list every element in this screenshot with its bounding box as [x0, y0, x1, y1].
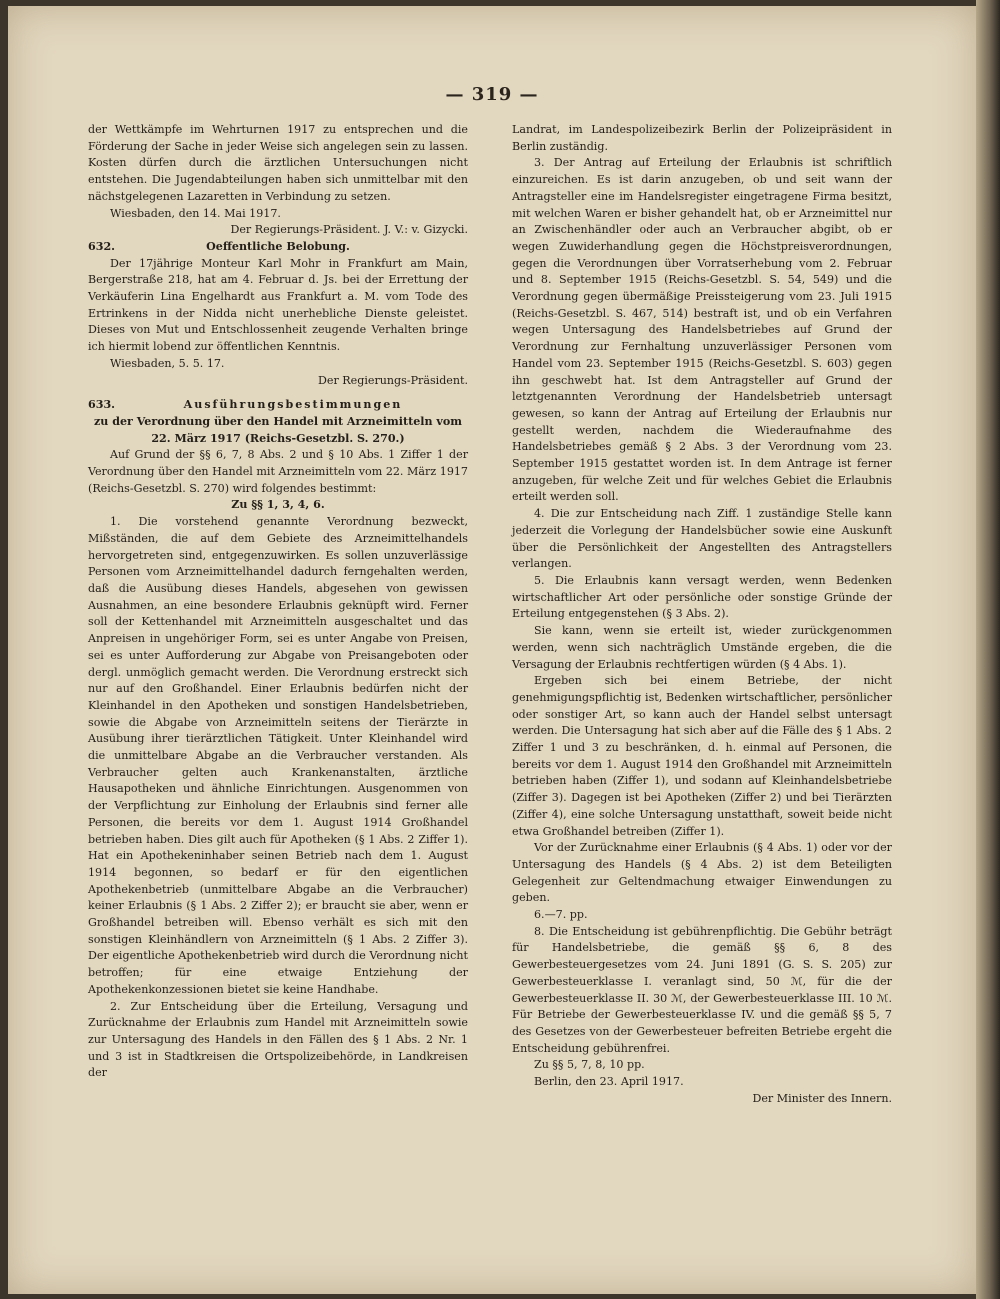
place-date-631: Wiesbaden, den 14. Mai 1917. — [110, 206, 281, 220]
section-title-632: Oeffentliche Belobung. — [206, 239, 350, 253]
left-column — [88, 122, 468, 1082]
signature-632: Der Regierungs-Präsident. — [318, 373, 468, 387]
section-632-header — [88, 239, 468, 256]
subheading-zu-paragraphs-5-7-8-10: Zu §§ 5, 7, 8, 10 pp. — [534, 1058, 645, 1072]
place-date-632: Wiesbaden, 5. 5. 17. — [110, 356, 225, 370]
signature-633: Der Minister des Innern. — [752, 1091, 892, 1105]
paragraph-1: 1. Die vorstehend genannte Verordnung bezweckt, Mißständen, die auf dem Gebiete des Arzneimittelhandels hervorgetreten sind, entgegenzuwirken. Es sollen unzuverlässige Personen vom Arzneimittelhandel dadurch ferngehalten werden, daß die Ausübung dieses Handels, abgesehen von gewissen Ausnahmen, an eine besondere Erlaubnis geknüpft wird. Ferner soll der Kettenhandel mit Arzneimitteln ausgeschaltet und das Anpreisen in ungehöriger Form, sei es unter Angabe von Preisen, sei es unter Aufforderung zur Abgabe von Preisangeboten oder dergl. unmöglich gemacht werden. Die Verordnung erstreckt sich nur auf den Großhandel. Einer Erlaubnis bedürfen nicht der Kleinhandel in den Apotheken und sonstigen Handelsbetrieben, sowie die Abgabe von Arzneimitteln seitens der Tierärzte in Ausübung ihrer tierärztlichen Tätigkeit. Unter Kleinhandel wird die unmittelbare Abgabe an die Verbraucher verstanden. Als Verbraucher gelten auch Krankenanstalten, ärztliche Hausapotheken und ähnliche Einrichtungen. Ausgenommen von der Verpflichtung zur Einholung der Erlaubnis sind ferner alle Personen, die bereits vor dem 1. August 1914 Großhandel betrieben haben. Dies gilt auch für Apotheken (§ 1 Abs. 2 Ziffer 1). Hat ein Apothekeninhaber seinen Betrieb nach dem 1. August 1914 begonnen, so bedarf er für den eigentlichen Apothekenbetrieb (unmittelbare Abgabe an die Verbraucher) keiner Erlaubnis (§ 1 Abs. 2 Ziffer 2); er braucht sie aber, wenn er Großhandel betreiben will. Ebenso verhält es sich mit den sonstigen Kleinhändlern von Arzneimitteln (§ 1 Abs. 2 Ziffer 3). Der eigentliche Apothekenbetrieb wird durch die Verordnung nicht betroffen; für eine etwaige Entziehung der Apothekenkonzessionen bietet sie keine Handhabe. — [88, 515, 468, 996]
section-title-633: Ausführungsbestimmungen — [183, 398, 403, 412]
section-633-header — [88, 397, 468, 414]
paragraph-5-zuruecknahme: Sie kann, wenn sie erteilt ist, wieder zurückgenommen werden, wenn sich nachträglich Umstände ergeben, die die Versagung der Erlaubnis rechtfertigen würden (§ 4 Abs. 1). — [512, 624, 892, 671]
document-page — [8, 6, 976, 1294]
paragraph-belobung: Der 17jährige Monteur Karl Mohr in Frankfurt am Main, Bergerstraße 218, hat am 4. Februar d. Js. bei der Errettung der Verkäuferin Lina Engelhardt aus Frankfurt a. M. vom Tode des Ertrinkens in der Nidda nicht unerhebliche Dienste geleistet. Dieses von Mut und Entschlossenheit zeugende Verhalten bringe ich hiermit lobend zur öffentlichen Kenntnis. — [88, 256, 468, 354]
paragraph-auf-grund: Auf Grund der §§ 6, 7, 8 Abs. 2 und § 10 Abs. 1 Ziffer 1 der Verordnung über den Handel mit Arzneimitteln vom 22. März 1917 (Reichs-Gesetzbl. S. 270) wird folgendes bestimmt: — [88, 448, 468, 495]
paragraph-2: 2. Zur Entscheidung über die Erteilung, Versagung und Zurücknahme der Erlaubnis zum Handel mit Arzneimitteln sowie zur Untersagung des Handels in den Fällen des § 1 Abs. 2 Nr. 1 und 3 ist in Stadtkreisen die Ortspolizeibehörde, in Landkreisen der — [88, 999, 468, 1080]
paragraph-6-7: 6.—7. pp. — [534, 908, 588, 922]
page-number: — 319 — — [445, 84, 539, 105]
paragraph-3: 3. Der Antrag auf Erteilung der Erlaubnis ist schriftlich einzureichen. Es ist darin anzugeben, ob und seit wann der Antragsteller eine im Handelsregister eingetragene Firma besitzt, mit welchen Waren er bisher gehandelt hat, ob er Arzneimittel nur an Zwischenhändler oder auch an Verbraucher abgibt, ob er wegen Zuwiderhandlung gegen die Höchstpreisverordnungen, gegen die Verordnungen über Vorratserhebung vom 2. Februar und 8. September 1915 (Reichs-Gesetzbl. S. 54, 549) und die Verordnung gegen übermäßige Preissteigerung vom 23. Juli 1915 (Reichs-Gesetzbl. S. 467, 514) bestraft ist, und ob ein Verfahren wegen Untersagung des Handelsbetriebes auf Grund der Verordnung zur Fernhaltung unzuverlässiger Personen vom Handel vom 23. September 1915 (Reichs-Gesetzbl. S. 603) gegen ihn geschwebt hat. Ist dem Antragsteller auf Grund der letztgenannten Verordnung der Handelsbetrieb untersagt gewesen, so kann der Antrag auf Erteilung der Erlaubnis nur gestellt werden, nachdem die Wiederaufnahme des Handelsbetriebes gemäß § 2 Abs. 3 der Verordnung vom 23. September 1915 gestattet worden ist. In dem Antrage ist ferner anzugeben, für welche Zeit und für welches Gebiet die Erlaubnis erteilt werden soll. — [512, 156, 892, 504]
paragraph-landrat: Landrat, im Landespolizeibezirk Berlin der Polizeipräsident in Berlin zuständig. — [512, 123, 892, 153]
paragraph-8: 8. Die Entscheidung ist gebührenpflichtig. Die Gebühr beträgt für Handelsbetriebe, die gemäß §§ 6, 8 des Gewerbesteuergesetzes vom 24. Juni 1891 (G. S. S. 205) zur Gewerbesteuerklasse I. veranlagt sind, 50 ℳ, für die der Gewerbesteuerklasse II. 30 ℳ, der Gewerbesteuerklasse III. 10 ℳ. Für Betriebe der Gewerbesteuerklasse IV. und die gemäß §§ 5, 7 des Gesetzes von der Gewerbesteuer befreiten Betriebe ergeht die Entscheidung gebührenfrei. — [512, 924, 892, 1055]
section-number-632: 632. — [88, 239, 116, 253]
paragraph-5-untersagung: Ergeben sich bei einem Betriebe, der nicht genehmigungspflichtig ist, Bedenken wirtschaftlicher, persönlicher oder sonstiger Art, so kann auch der Handel selbst untersagt werden. Die Untersagung hat sich aber auf die Fälle des § 1 Abs. 2 Ziffer 1 und 3 zu beschränken, d. h. einmal auf Personen, die bereits vor dem 1. August 1914 den Großhandel mit Arzneimitteln betrieben haben (Ziffer 1), und sodann auf Kleinhandelsbetriebe (Ziffer 3). Dagegen ist bei Apotheken (Ziffer 2) und bei Tierärzten (Ziffer 4), eine solche Untersagung unstatthaft, soweit beide nicht etwa Großhandel betreiben (Ziffer 1). — [512, 674, 892, 838]
paragraph-5-einwendungen: Vor der Zurücknahme einer Erlaubnis (§ 4 Abs. 1) oder vor der Untersagung des Handels (§ 4 Abs. 2) ist dem Beteiligten Gelegenheit zur Geltendmachung etwaiger Einwendungen zu geben. — [512, 841, 892, 905]
paragraph-5: 5. Die Erlaubnis kann versagt werden, wenn Bedenken wirtschaftlicher Art oder persönliche oder sonstige Gründe der Erteilung entgegenstehen (§ 3 Abs. 2). — [512, 573, 892, 621]
section-subtitle-633: zu der Verordnung über den Handel mit Arzneimitteln vom 22. März 1917 (Reichs-Gesetzbl. S. 270.) — [93, 414, 463, 445]
spacer — [88, 389, 468, 397]
place-date-633: Berlin, den 23. April 1917. — [534, 1075, 684, 1089]
signature-631: Der Regierungs-Präsident. J. V.: v. Gizycki. — [230, 223, 468, 237]
right-column — [512, 122, 892, 1107]
subheading-zu-paragraphs-1-3-4-6: Zu §§ 1, 3, 4, 6. — [231, 498, 325, 512]
paragraph-wettkaempfe: der Wettkämpfe im Wehrturnen 1917 zu entsprechen und die Förderung der Sache in jeder Weise sich angelegen sein zu lassen. Kosten dürfen durch die ärztlichen Untersuchungen nicht entstehen. Die Jugendabteilungen haben sich unmittelbar mit den nächstgelegenen Lazaretten in Verbindung zu setzen. — [88, 123, 468, 203]
paragraph-4: 4. Die zur Entscheidung nach Ziff. 1 zuständige Stelle kann jederzeit die Vorlegung der Handelsbücher sowie eine Auskunft über die Persönlichkeit der Angestellten des Antragstellers verlangen. — [512, 507, 892, 571]
binding-edge — [976, 0, 1000, 1299]
section-number-633: 633. — [88, 398, 116, 412]
